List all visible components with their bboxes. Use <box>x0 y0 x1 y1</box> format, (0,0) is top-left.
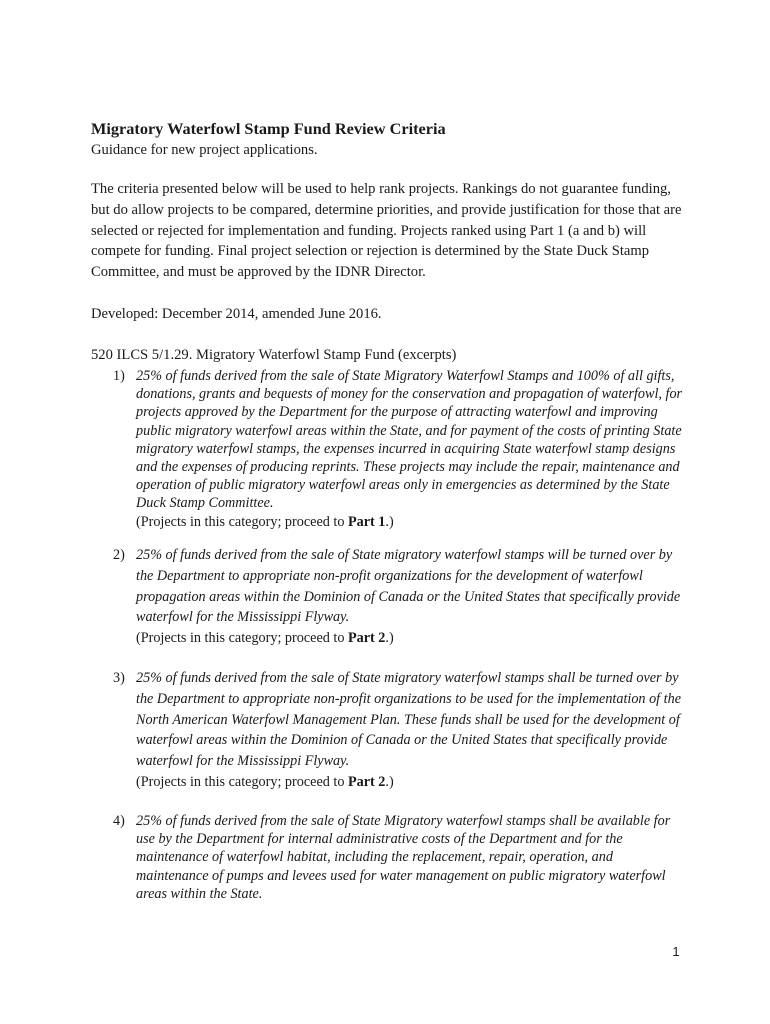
statute-heading: 520 ILCS 5/1.29. Migratory Waterfowl Stamp Fund (excerpts) <box>91 347 457 363</box>
note-suffix: .) <box>385 630 394 647</box>
list-item-note <box>136 513 684 531</box>
list-item-body <box>136 367 684 531</box>
note-prefix: (Projects in this category; proceed to <box>136 513 348 530</box>
list-item-number: 1) <box>113 368 125 384</box>
list-item-text: 25% of funds derived from the sale of State Migratory waterfowl stamps shall be available for use by the Department for internal administrative costs of the Department and for the maintenance of waterfowl habitat, including the replacement, repair, operation, and maintenance of pumps and levees used for water management on public migratory waterfowl areas within the State. <box>136 813 671 902</box>
note-suffix: .) <box>385 513 394 530</box>
list-item-number: 3) <box>113 670 125 686</box>
developed-date: Developed: December 2014, amended June 2016. <box>91 306 382 322</box>
list-item-note <box>136 772 684 793</box>
page-number: 1 <box>672 944 680 959</box>
note-part: Part 2 <box>347 773 386 790</box>
note-part: Part 2 <box>347 630 386 647</box>
list-item-note <box>136 628 684 649</box>
document-title: Migratory Waterfowl Stamp Fund Review Criteria <box>91 119 446 138</box>
note-prefix: (Projects in this category; proceed to <box>136 773 348 790</box>
list-item-body <box>136 545 684 649</box>
list-item-text: 25% of funds derived from the sale of State Migratory Waterfowl Stamps and 100% of all gifts, donations, grants and bequests of money for the conservation and propagation of waterfowl, for projects approved by the Department for the purpose of attracting waterfowl and improving public migratory waterfowl areas within the State, and for payment of the costs of printing State migratory waterfowl stamps, the expenses incurred in acquiring State waterfowl stamp designs and the expenses of producing reprints. These projects may include the repair, maintenance and operation of public migratory waterfowl areas only in emergencies as determined by the State Duck Stamp Committee. <box>136 368 683 512</box>
list-item-body <box>136 668 684 793</box>
list-item-text: 25% of funds derived from the sale of State migratory waterfowl stamps will be turned over by the Department to appropriate non-profit organizations for the development of waterfowl propagation areas within the Dominion of Canada or the United States that specifically provide waterfowl for the Mississippi Flyway. <box>136 547 681 626</box>
list-item-number: 4) <box>113 813 125 829</box>
note-part: Part 1 <box>347 513 386 530</box>
note-suffix: .) <box>385 773 394 790</box>
document-subtitle: Guidance for new project applications. <box>91 142 318 158</box>
intro-paragraph: The criteria presented below will be used to help rank projects. Rankings do not guarantee funding, but do allow projects to be compared, determine priorities, and provide justification for those that are selected or rejected for implementation and funding. Projects ranked using Part 1 (a and b) will compete for funding. Final project selection or rejection is determined by the State Duck Stamp Committee, and must be approved by the IDNR Director. <box>91 181 682 281</box>
note-prefix: (Projects in this category; proceed to <box>136 630 348 647</box>
list-item-body <box>136 812 684 903</box>
list-item-text: 25% of funds derived from the sale of State migratory waterfowl stamps shall be turned over by the Department to appropriate non-profit organizations to be used for the implementation of the North American Waterfowl Management Plan. These funds shall be used for the development of waterfowl areas within the Dominion of Canada or the United States that specifically provide waterfowl for the Mississippi Flyway. <box>136 670 681 770</box>
list-item-number: 2) <box>113 547 125 563</box>
